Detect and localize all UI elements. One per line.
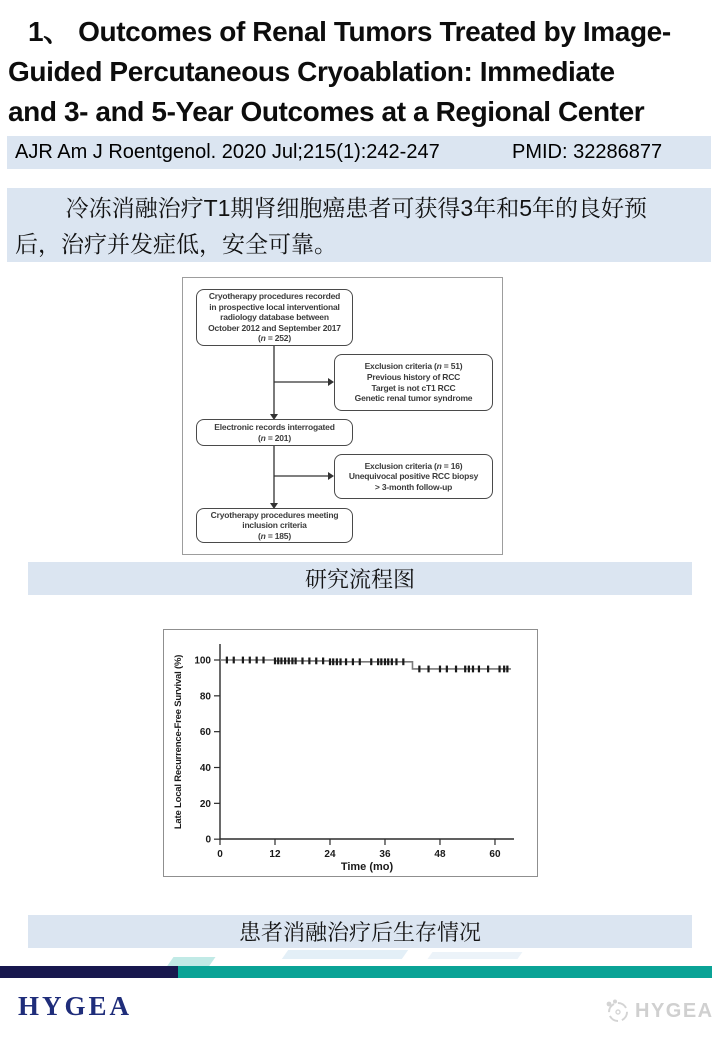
text-line: Target is not cT1 RCC [371, 382, 456, 393]
text-line: Previous history of RCC [366, 371, 461, 382]
flow-box-exclusion-1 [334, 354, 493, 411]
svg-text:36: 36 [379, 849, 391, 860]
text-line: radiology database between [220, 312, 329, 323]
text-line: and 3- and 5-Year Outcomes at a Regional Center [8, 96, 645, 127]
svg-text:0: 0 [205, 834, 211, 846]
svg-text:80: 80 [199, 691, 211, 703]
text-line: in prospective local interventional [209, 301, 340, 312]
svg-text:48: 48 [434, 849, 446, 860]
svg-text:40: 40 [199, 763, 211, 775]
page-title [8, 12, 712, 132]
footer-band-teal [178, 966, 712, 978]
text-line: (n = 201) [258, 432, 291, 443]
footer-decoration-wisp [428, 952, 523, 959]
journal-citation: AJR Am J Roentgenol. 2020 Jul;215(1):242-247 [15, 141, 440, 163]
svg-text:100: 100 [194, 655, 211, 667]
pmid: PMID: 32286877 [512, 141, 663, 163]
text-line: 后，治疗并发症低，安全可靠。 [15, 231, 337, 257]
svg-text:60: 60 [199, 727, 211, 739]
text-line: October 2012 and September 2017 [208, 322, 341, 333]
text-line: Exclusion criteria (n = 16) [364, 460, 463, 471]
flowchart-caption: 研究流程图 [304, 567, 415, 592]
text-line: > 3-month follow-up [374, 481, 453, 492]
text-line: Unequivocal positive RCC biopsy [348, 471, 479, 482]
svg-text:20: 20 [199, 798, 211, 810]
hygea-watermark-text: HYGEA [635, 999, 714, 1022]
citation-bar [7, 136, 711, 169]
text-line: (n = 252) [258, 333, 291, 344]
svg-text:Late Local Recurrence-Free Sur: Late Local Recurrence-Free Survival (%) [173, 654, 184, 830]
text-line: Exclusion criteria (n = 51) [364, 361, 463, 372]
survival-caption-bar [28, 915, 692, 948]
flow-box-included [196, 508, 353, 543]
text-line: Cryotherapy procedures recorded [208, 291, 341, 302]
text-line: Genetic renal tumor syndrome [354, 393, 473, 404]
hygea-watermark [604, 998, 714, 1024]
survival-chart-panel [163, 629, 538, 877]
flow-box-records [196, 419, 353, 446]
flow-box-exclusion-2 [334, 454, 493, 499]
flow-box-source [196, 289, 353, 346]
text-line: inclusion criteria [242, 520, 307, 531]
text-line: 冷冻消融治疗T1期肾细胞癌患者可获得3年和5年的良好预 [65, 195, 648, 221]
svg-text:Time (mo): Time (mo) [340, 861, 394, 873]
hygea-logo-icon [604, 998, 630, 1024]
study-flowchart [182, 277, 503, 555]
survival-caption: 患者消融治疗后生存情况 [238, 920, 481, 945]
text-line: Cryotherapy procedures meeting [210, 509, 339, 520]
footer-decoration-wisp [282, 950, 408, 959]
svg-text:12: 12 [269, 849, 281, 860]
flowchart-caption-bar [28, 562, 692, 595]
text-line: Electronic records interrogated [214, 421, 335, 432]
summary-box [7, 188, 711, 262]
text-line: 1、 Outcomes of Renal Tumors Treated by Image- [28, 16, 671, 47]
footer-band-navy [0, 966, 178, 978]
svg-text:0: 0 [217, 849, 223, 860]
kaplan-meier-chart [164, 630, 537, 876]
svg-text:24: 24 [324, 849, 336, 860]
text-line: (n = 185) [258, 530, 291, 541]
svg-text:60: 60 [489, 849, 501, 860]
text-line: Guided Percutaneous Cryoablation: Immediate [8, 56, 615, 87]
hygea-wordmark: HYGEA [18, 991, 133, 1021]
